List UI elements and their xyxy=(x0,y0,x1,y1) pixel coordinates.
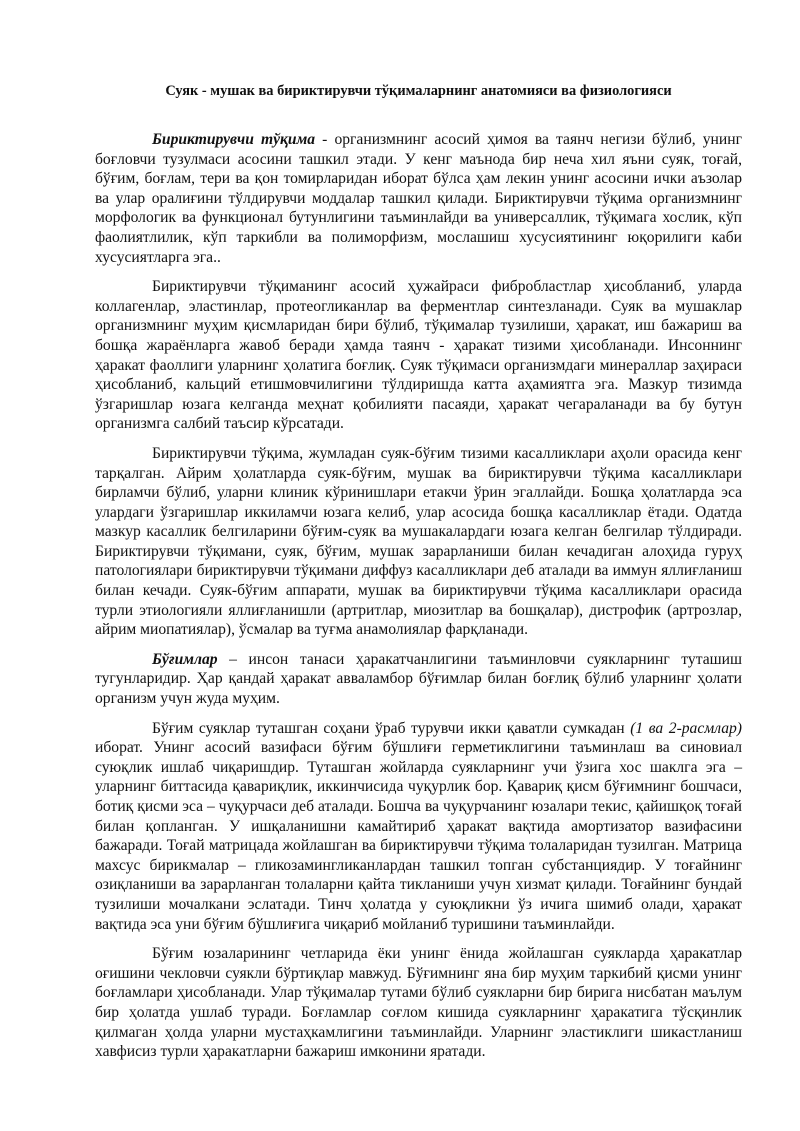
paragraph-text-continued: иборат. Унинг асосий вазифаси бўғим бўшлиғи герметиклигини таъминлаш ва синовиал суюқлик ишлаб чиқаришдир. Туташган жойларда суякларнинг учи ўзига хос шаклга эга – уларнинг биттасида қавариқлик, иккинчисида чуқурлик бор. Қавариқ қисм бўғимнинг бошчаси, ботиқ қисми эса – чуқурчаси деб аталади. Бошча ва чуқурчанинг юзалари текис, қайишқоқ тоғай билан қопланган. У ишқаланишни камайтириб ҳаракат вақтида амортизатор вазифасини бажаради. Тоғай матрицада жойлашган ва бириктирувчи тўқима толаларидан тузилган. Матрица махсус бирикмалар – гликозамингликанлардан ташкил топган субстанциядир. У тоғайнинг озиқланиши ва зарарланган толаларни қайта тикланиши учун хизмат қилади. Тоғайнинг бундай тузилиши мочалкани эслатади. Тинч ҳолатда у суюқликни ўз ичига шимиб олади, ҳаракат вақтида эса уни бўғим бўшлиғига чиқариб мойланиб туришини таъминлайди. xyxy=(95,739,742,933)
paragraph-text: Бўғим суяклар туташган соҳани ўраб турувчи икки қаватли сумкадан xyxy=(152,719,631,737)
document-title: Суяк - мушак ва бириктирувчи тўқималарнинг анатомияси ва физиологияси xyxy=(165,83,672,99)
paragraph-connective-tissue xyxy=(95,130,742,267)
term-joints: Бўғимлар xyxy=(152,650,218,668)
paragraph-joint-capsule xyxy=(95,719,742,935)
paragraph-text: - организмнинг асосий ҳимоя ва таянч негизи бўлиб, унинг боғловчи тузулмаси асосини ташкил этади. У кенг маънода бир неча хил яъни суяк, тоғай, бўғим, боғлам, тери ва қон томирларидан иборат бўлса ҳам лекин унинг асосини ички аъзолар ва улар оралиғини тўлдирувчи моддалар ташкил қилади. Бириктирувчи тўқима организмнинг морфологик ва функционал бутунлигини таъминлайди ва универсаллик, тўқимага хослик, кўп фаолиятлилик, кўп таркибли ва полиморфизм, мослашиш хусусиятининг юқорилиги каби хусусиятларга эга.. xyxy=(95,131,742,266)
paragraph-text: – инсон танаси ҳаракатчанлигини таъминловчи суякларнинг туташиш тугунларидир. Ҳар қандай ҳаракат авваламбор бўғимлар билан боғлиқ бўлиб уларнинг ҳолати организм учун жуда муҳим. xyxy=(95,650,742,708)
paragraph-text: Бириктирувчи тўқима, жумладан суяк-бўғим тизими касалликлари аҳоли орасида кенг тарқалган. Айрим ҳолатларда суяк-бўғим, мушак ва бириктирувчи тўқима касалликлари бирламчи бўлиб, уларни клиник кўринишлари етакчи ўрин эгаллайди. Бошқа ҳолатларда эса улардаги ўзгаришлар иккиламчи юзага келиб, улар асосида бошқа касалликлар ётади. Одатда мазкур касаллик белгиларини бўғим-суяк ва мушакалардаги юзага келган белгилар тўлдиради. Бириктирувчи тўқимани, суяк, бўғим, мушак зарарланиши билан кечадиган алоҳида гуруҳ патологиялари бириктирувчи тўқимани диффуз касалликлари деб аталади ва иммун яллиғланиш билан кечади. Суяк-бўғим аппарати, мушак ва бириктирувчи тўқима касалликлари орасида турли этиологияли яллиғланишли (артритлар, миозитлар ва бошқалар), дистрофик (артрозлар, айрим миопатиялар), ўсмалар ва туғма анамолиялар фарқланади. xyxy=(95,444,742,639)
paragraph-diseases xyxy=(95,444,742,640)
paragraph-text: Бириктирувчи тўқиманинг асосий ҳужайраси фибробластлар ҳисобланиб, уларда коллагенлар, эластинлар, протеогликанлар ва ферментлар синтезланади. Суяк ва мушаклар организмнинг муҳим қисмларидан бири бўлиб, тўқималар тузилиши, ҳаракат, иш бажариш ва бошқа жараёнларга жавоб беради ҳамда таянч - ҳаракат тизими ҳисобланади. Инсоннинг ҳаракат фаоллиги уларнинг ҳолатига боғлиқ. Суяк тўқимаси организмдаги минераллар заҳираси ҳисобланиб, кальций етишмовчилигини тўлдиришда катта аҳамиятга эга. Мазкур тизимда ўзгаришлар юзага келганда меҳнат қобилияти пасаяди, ҳаракат чегараланади ва бу бутун организмга салбий таъсир кўрсатади. xyxy=(95,278,742,433)
paragraph-text: Бўғим юзаларининг четларида ёки унинг ёнида жойлашган суякларда ҳаракатлар оғишини чекловчи суякли бўртиқлар мавжуд. Бўғимнинг яна бир муҳим таркибий қисми унинг боғламлари ҳисобланади. Улар тўқималар тутами бўлиб суякларни бир бирига нисбатан маълум бир ҳолатда ушлаб туради. Боғламлар соғлом кишида суякларнинг ҳаракатига тўсқинлик қилмаган ҳолда уларни мустаҳкамлигини таъминлайди. Уларнинг эластиклиги шикастланиш хавфисиз турли ҳаракатларни бажариш имконини яратади. xyxy=(95,945,742,1061)
figure-reference: (1 ва 2-расмлар) xyxy=(630,719,742,737)
term-connective-tissue: Бириктирувчи тўқима xyxy=(152,131,316,148)
paragraph-ligaments xyxy=(95,944,742,1062)
paragraph-fibroblasts xyxy=(95,277,742,434)
paragraph-joints xyxy=(95,650,742,709)
